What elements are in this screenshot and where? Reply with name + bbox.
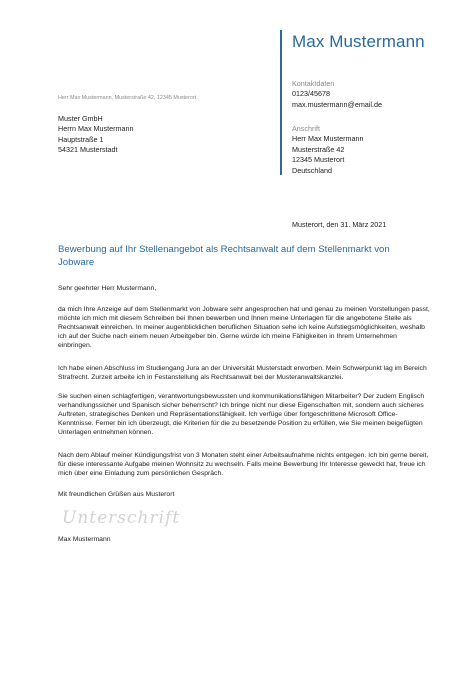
subject-line: Bewerbung auf Ihr Stellenangebot als Rechtsanwalt auf dem Stellenmarkt von Jobware (58, 244, 390, 268)
contact-label: Kontaktdaten (292, 79, 335, 88)
address-block (292, 124, 364, 176)
address-line: Deutschland (292, 165, 332, 175)
body-paragraph: Nach dem Ablauf meiner Kündigungsfrist von 3 Monaten steht einer Arbeitsaufnahme nichts entgegen. Ich bin gerne bereit, für diese interessante Aufgabe meinen Wohnsitz zu wechseln. Falls meine Bewerbung Ihr Interesse geweckt hat, freue ich mich über eine Einladung zum persönlichen Gespräch. (58, 452, 429, 478)
applicant-name: Max Mustermann (292, 32, 425, 51)
recipient-line: Muster GmbH (58, 114, 103, 123)
closing-line: Mit freundlichen Grüßen aus Musterort (58, 491, 175, 498)
address-line: 12345 Musterort (292, 155, 345, 165)
letter-date: Musterort, den 31. März 2021 (292, 220, 387, 229)
address-line: Herr Max Mustermann (292, 134, 364, 144)
recipient-line: Hauptstraße 1 (58, 134, 104, 144)
recipient-line: Herrn Max Mustermann (58, 124, 134, 134)
address-line: Musterstraße 42 (292, 144, 345, 154)
recipient-line: 54321 Musterstadt (58, 145, 118, 155)
body-paragraph: Ich habe einen Abschluss im Studiengang Jura an der Universität Musterstadt erworben. Mein Schwerpunkt lag im Bereich Strafrecht. Zurzeit arbeite ich in Festanstellung als Rechtsanwalt bei der Musteranwaltskanzlei. (58, 365, 427, 382)
body-paragraph: Sie suchen einen schlagfertigen, verantwortungsbewussten und kommunikationsfähigen Mitarbeiter? Der zudem Englisch verhandlungssicher und Spanisch sicher beherrscht? Ich bringe nicht nur diese Eigenschaften mit, sondern auch sicheres Auftreten, strategisches Denken und Repräsentationsfähigkeit. Ich verfüge über fortgeschrittene Microsoft Office-Kenntnisse. Ferner bin ich überzeugt, die Kriterien für die zu besetzende Position zu erfüllen, wie Sie meinen beigefügten Unterlagen entnehmen können. (58, 393, 425, 437)
email-address: max.mustermann@email.de (292, 99, 382, 109)
contact-block (292, 79, 382, 110)
signature-name: Max Mustermann (58, 536, 111, 543)
body-paragraph: da mich Ihre Anzeige auf dem Stellenmarkt von Jobware sehr angesprochen hat und genau zu meinen Vorstellungen passt, möchte ich mich mit diesem Schreiben bei Ihnen bewerben und Ihnen meine Unterlagen für die angebotene Stelle als Rechtsanwalt einreichen. In meiner augenblicklichen beruflichen Situation sehe ich keine Aufstiegsmöglichkeiten, weshalb ich auf der Suche nach einem neuen Arbeitgeber bin. Gerne würde ich meine Fähigkeiten in Ihrem Unternehmen einbringen. (58, 306, 430, 350)
salutation: Sehr geehrter Herr Mustermann, (58, 285, 157, 292)
accent-divider (280, 30, 282, 175)
address-label: Anschrift (292, 124, 320, 133)
signature: Unterschrift (62, 508, 181, 528)
phone-number: 0123/45678 (292, 89, 330, 99)
recipient-block (58, 114, 134, 156)
sender-return-line: Herr Max Mustermann, Musterstraße 42, 12345 Musterort (58, 95, 197, 101)
